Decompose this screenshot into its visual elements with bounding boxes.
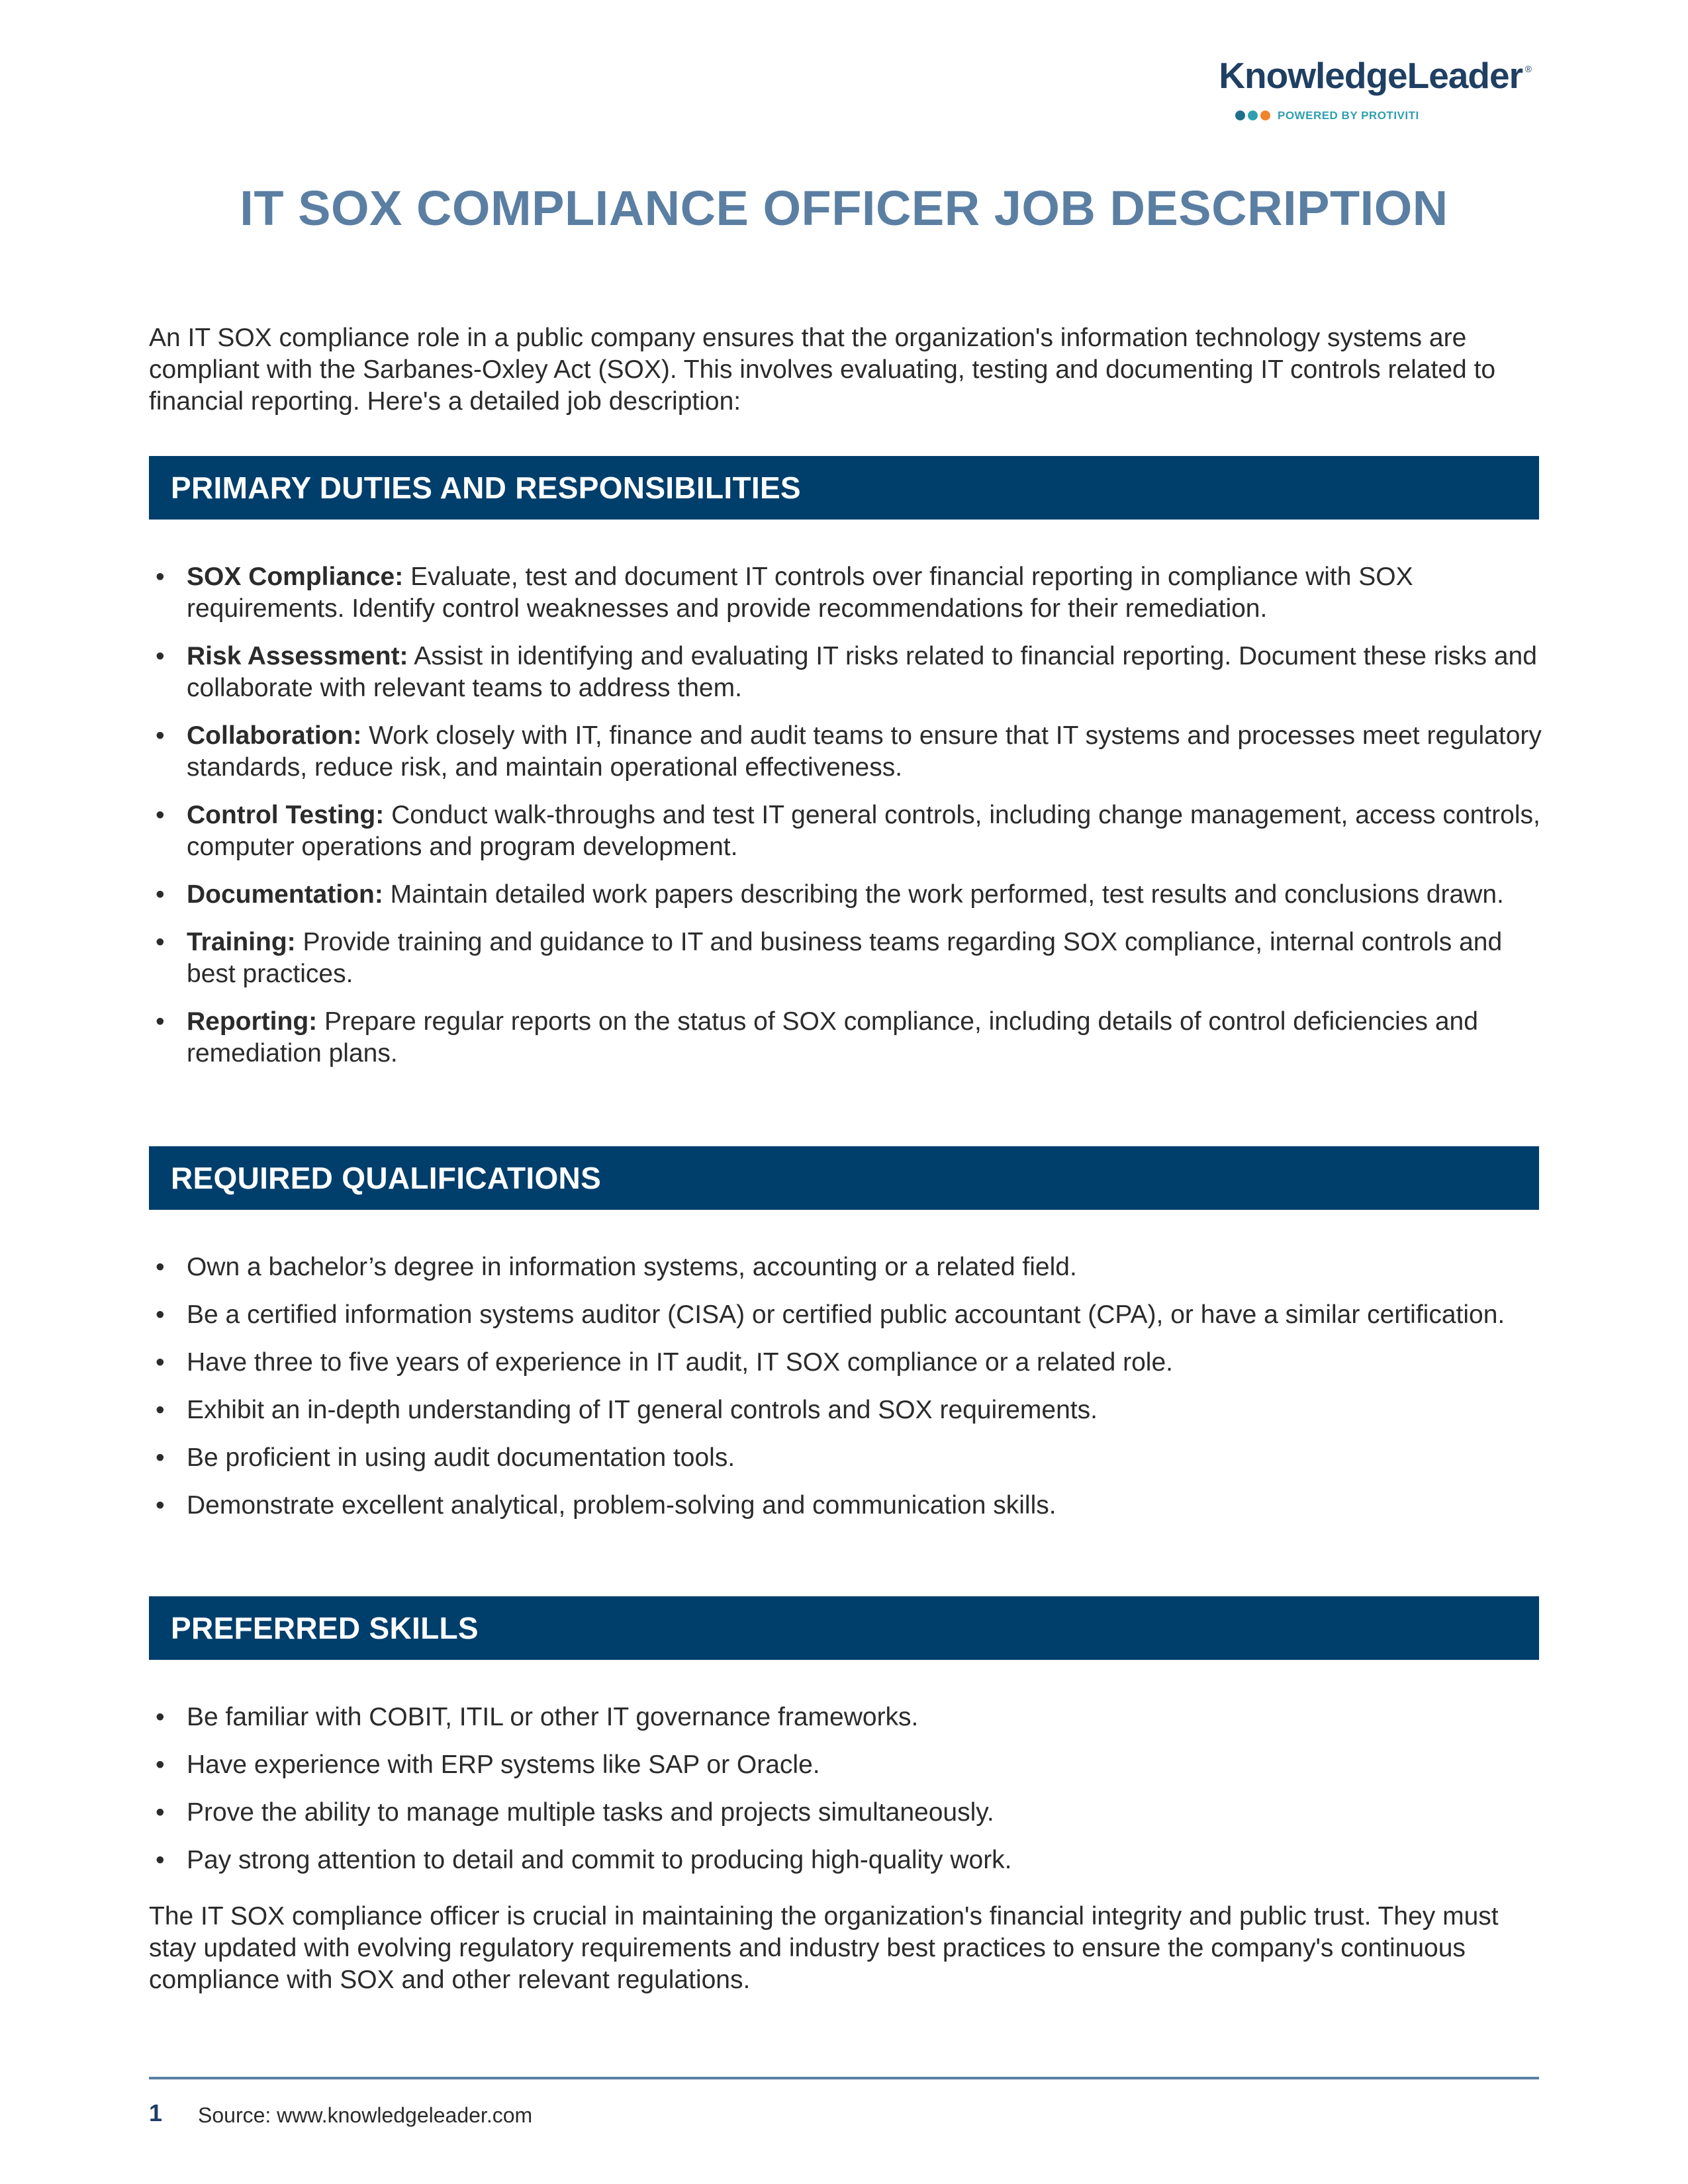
bullet-icon: • bbox=[156, 1300, 165, 1329]
list-item bbox=[149, 927, 1546, 990]
list-item bbox=[149, 1797, 1546, 1829]
list-item-text: Pay strong attention to detail and commit to producing high-quality work. bbox=[187, 1846, 1012, 1874]
bullet-icon: • bbox=[156, 1348, 165, 1377]
list-item-label: Reporting: bbox=[187, 1007, 318, 1036]
list-item bbox=[149, 1394, 1546, 1426]
bullet-icon: • bbox=[156, 1703, 165, 1731]
list-item-text: Work closely with IT, finance and audit teams to ensure that IT systems and processes meet regulatory standards, reduce risk, and maintain operational effectiveness. bbox=[187, 721, 1542, 782]
closing-paragraph: The IT SOX compliance officer is crucial in maintaining the organization's financial integrity and public trust. They must stay updated with evolving regulatory requirements and industry best practices to ensure the company's continuous compliance with SOX and other relevant regulations. bbox=[149, 1902, 1499, 1994]
bullet-icon: • bbox=[156, 1751, 165, 1779]
bullet-icon: • bbox=[156, 1253, 165, 1281]
section-heading-preferred-skills: PREFERRED SKILLS bbox=[149, 1596, 1539, 1660]
list-item bbox=[149, 561, 1546, 625]
list-item-text: Prepare regular reports on the status of SOX compliance, including details of control deficiencies and remediation plans. bbox=[187, 1007, 1478, 1068]
bullet-icon: • bbox=[156, 1491, 165, 1520]
list-item-text: Conduct walk-throughs and test IT general controls, including change management, access controls, computer operations and program development. bbox=[187, 801, 1540, 861]
list-item bbox=[149, 1299, 1546, 1331]
page-title: IT SOX COMPLIANCE OFFICER JOB DESCRIPTION bbox=[240, 181, 1448, 236]
preferred-skills-list bbox=[149, 1702, 1546, 1892]
footer-divider bbox=[149, 2077, 1539, 2079]
section-heading-primary-duties: PRIMARY DUTIES AND RESPONSIBILITIES bbox=[149, 456, 1539, 520]
logo-dot-3 bbox=[1260, 111, 1270, 120]
list-item-text: Assist in identifying and evaluating IT risks related to financial reporting. Document these risks and collaborate with relevant teams to address them. bbox=[187, 642, 1537, 702]
list-item-text: Maintain detailed work papers describing the work performed, test results and conclusions drawn. bbox=[383, 880, 1504, 909]
bullet-icon: • bbox=[156, 642, 165, 670]
list-item bbox=[149, 1844, 1546, 1876]
list-item-text: Own a bachelor’s degree in information systems, accounting or a related field. bbox=[187, 1253, 1077, 1281]
list-item-label: Documentation: bbox=[187, 880, 383, 909]
list-item bbox=[149, 641, 1546, 704]
bullet-icon: • bbox=[156, 1798, 165, 1827]
list-item bbox=[149, 720, 1546, 784]
list-item-text: Exhibit an in-depth understanding of IT general controls and SOX requirements. bbox=[187, 1396, 1098, 1424]
bullet-icon: • bbox=[156, 880, 165, 909]
list-item-text: Provide training and guidance to IT and business teams regarding SOX compliance, internal controls and best practices. bbox=[187, 928, 1503, 988]
bullet-icon: • bbox=[156, 1443, 165, 1472]
list-item bbox=[149, 1490, 1546, 1522]
logo-tagline: POWERED BY PROTIVITI bbox=[1278, 109, 1419, 122]
list-item bbox=[149, 1702, 1546, 1733]
list-item-text: Be proficient in using audit documentation tools. bbox=[187, 1443, 735, 1472]
list-item-text: Have three to five years of experience in IT audit, IT SOX compliance or a related role. bbox=[187, 1348, 1173, 1377]
list-item bbox=[149, 1347, 1546, 1379]
logo-dot-2 bbox=[1248, 111, 1258, 120]
list-item-label: Control Testing: bbox=[187, 801, 385, 829]
bullet-icon: • bbox=[156, 1396, 165, 1424]
list-item bbox=[149, 879, 1546, 911]
bullet-icon: • bbox=[156, 801, 165, 829]
list-item-text: Demonstrate excellent analytical, problem-solving and communication skills. bbox=[187, 1491, 1056, 1520]
bullet-icon: • bbox=[156, 721, 165, 750]
page-number: 1 bbox=[149, 2099, 163, 2126]
list-item bbox=[149, 1442, 1546, 1474]
bullet-icon: • bbox=[156, 1846, 165, 1874]
list-item-text: Be familiar with COBIT, ITIL or other IT governance frameworks. bbox=[187, 1703, 919, 1731]
list-item bbox=[149, 1251, 1546, 1283]
bullet-icon: • bbox=[156, 928, 165, 956]
list-item-text: Evaluate, test and document IT controls over financial reporting in compliance with SOX requirements. Identify control weaknesses and provide recommendations for their remediation. bbox=[187, 563, 1413, 623]
bullet-icon: • bbox=[156, 1007, 165, 1036]
list-item-label: SOX Compliance: bbox=[187, 563, 404, 591]
knowledgeleader-logo[interactable] bbox=[1188, 54, 1532, 127]
intro-paragraph: An IT SOX compliance role in a public company ensures that the organization's information technology systems are compliant with the Sarbanes-Oxley Act (SOX). This involves evaluating, testing and documenting IT controls related to financial reporting. Here's a detailed job description: bbox=[149, 324, 1496, 416]
list-item-label: Risk Assessment: bbox=[187, 642, 408, 670]
footer-source-text: Source: www.knowledgeleader.com bbox=[198, 2103, 533, 2127]
list-item-label: Training: bbox=[187, 928, 296, 956]
list-item-label: Collaboration: bbox=[187, 721, 362, 750]
required-qualifications-list bbox=[149, 1251, 1546, 1537]
logo-dot-1 bbox=[1235, 111, 1245, 120]
section-heading-required-qualifications: REQUIRED QUALIFICATIONS bbox=[149, 1146, 1539, 1210]
list-item bbox=[149, 799, 1546, 863]
logo-wordmark: KnowledgeLeader bbox=[1219, 55, 1523, 96]
list-item-text: Prove the ability to manage multiple tasks and projects simultaneously. bbox=[187, 1798, 994, 1827]
list-item-text: Be a certified information systems auditor (CISA) or certified public accountant (CPA), or have a similar certification. bbox=[187, 1300, 1505, 1329]
logo-registered-mark: ® bbox=[1524, 64, 1532, 74]
list-item-text: Have experience with ERP systems like SAP or Oracle. bbox=[187, 1751, 820, 1779]
list-item bbox=[149, 1749, 1546, 1781]
logo-dots-icon bbox=[1235, 110, 1273, 123]
bullet-icon: • bbox=[156, 563, 165, 591]
list-item bbox=[149, 1006, 1546, 1069]
primary-duties-list bbox=[149, 561, 1546, 1085]
